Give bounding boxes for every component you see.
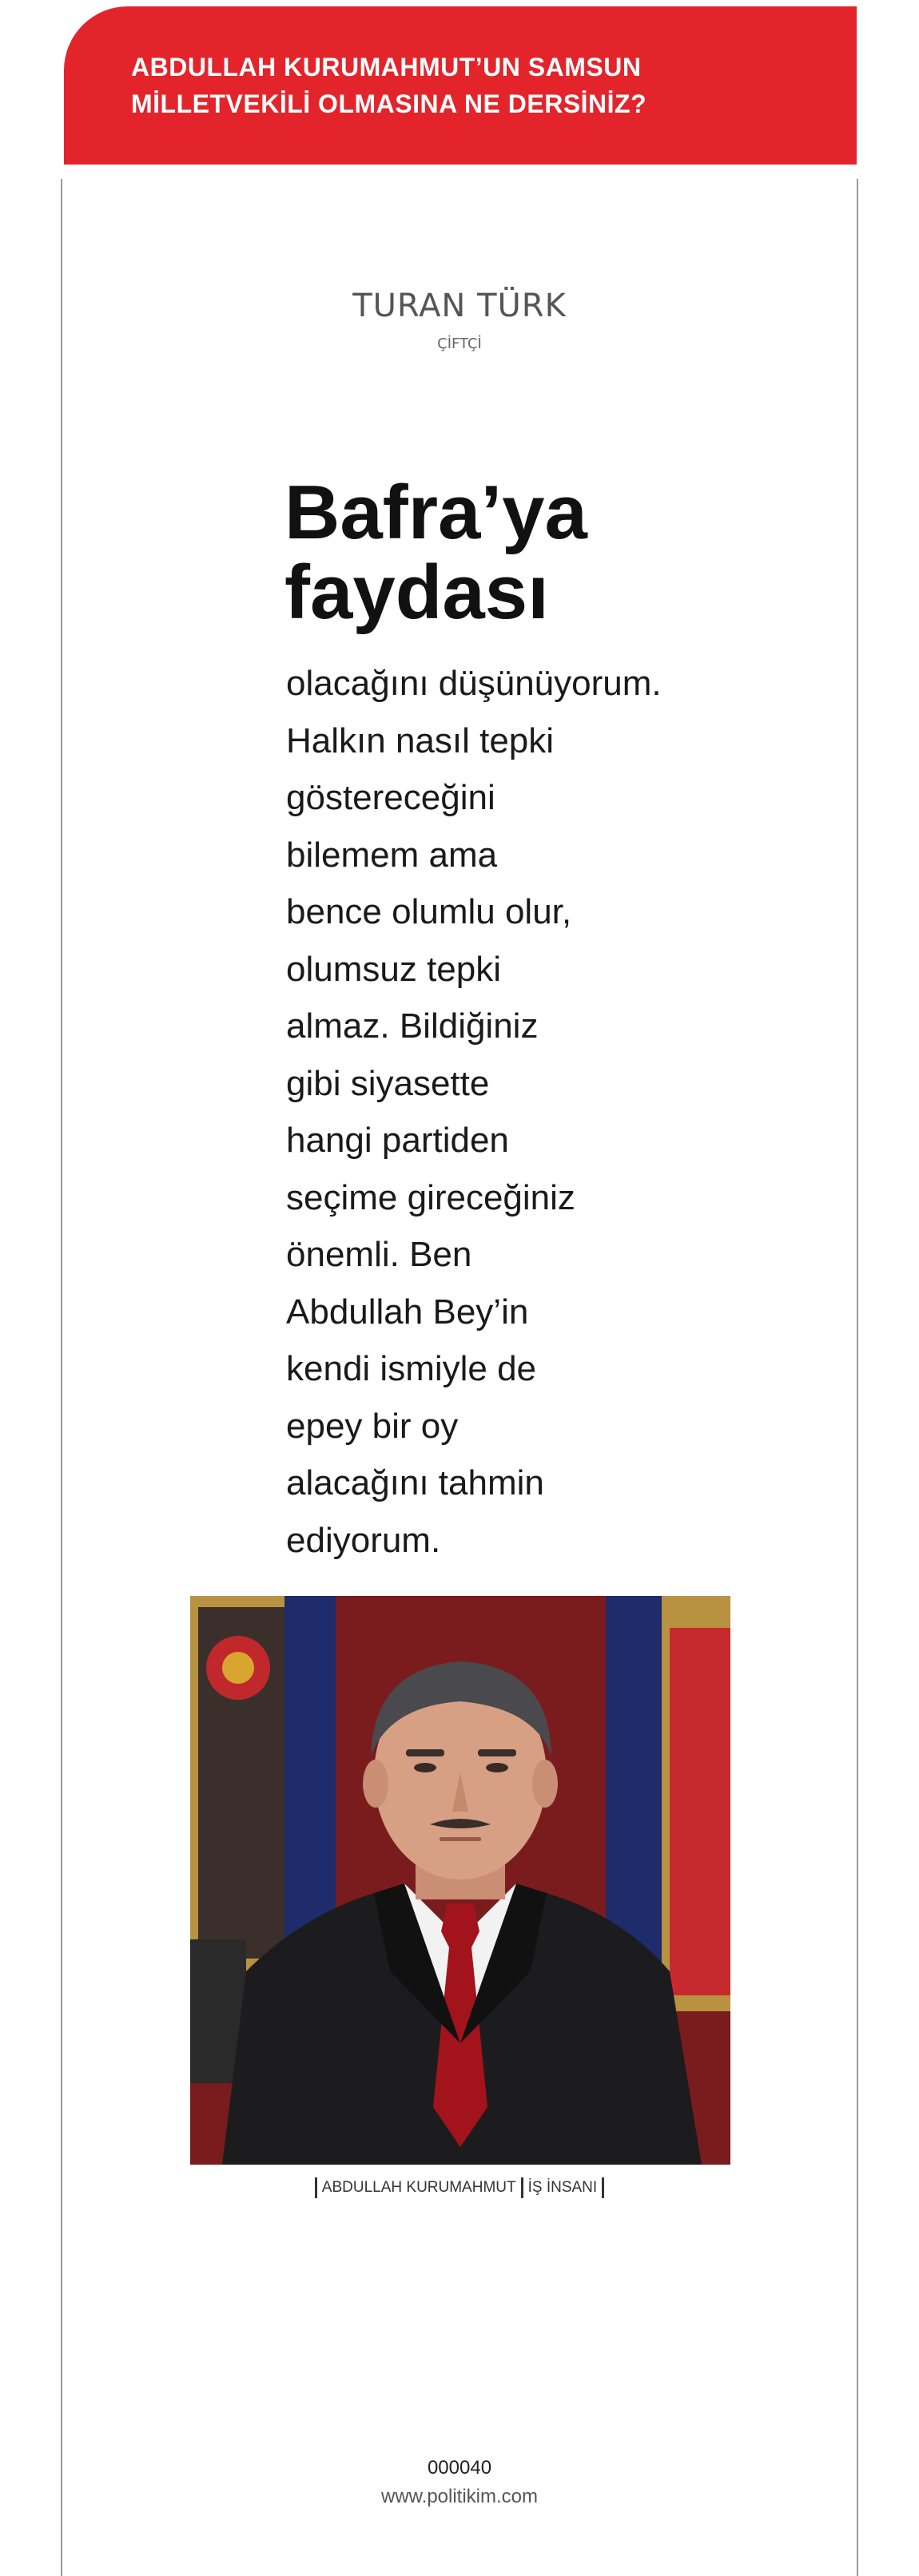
caption-separator <box>602 2177 604 2198</box>
banner-line-1: ABDULLAH KURUMAHMUT’UN SAMSUN <box>131 53 642 81</box>
right-margin-rule <box>857 179 858 2576</box>
headline-line-2: faydası <box>284 550 549 635</box>
body-line: ediyorum. <box>286 1520 441 1560</box>
quote-body <box>286 655 662 1569</box>
body-line: epey bir oy <box>286 1406 459 1446</box>
body-line: olumsuz tepki <box>286 949 502 989</box>
body-line: Halkın nasıl tepki <box>286 720 555 760</box>
body-line: olacağını düşünüyorum. <box>286 664 662 703</box>
question-banner <box>64 6 857 165</box>
body-line: seçime gireceğiniz <box>286 1177 575 1217</box>
body-line: gibi siyasette <box>286 1063 490 1103</box>
left-margin-rule <box>61 179 62 2576</box>
caption-title: İŞ İNSANI <box>527 2179 598 2197</box>
photo-caption <box>0 2177 919 2198</box>
body-line: önemli. Ben <box>286 1235 472 1274</box>
caption-separator <box>521 2177 523 2198</box>
website-link[interactable]: www.politikim.com <box>380 2486 539 2507</box>
body-line: almaz. Bildiğiniz <box>286 1006 539 1046</box>
page-number: 000040 <box>427 2457 492 2479</box>
body-line: alacağını tahmin <box>286 1463 544 1502</box>
caption-name: ABDULLAH KURUMAHMUT <box>321 2179 516 2197</box>
author-name: TURAN TÜRK <box>352 288 567 324</box>
author-role: ÇİFTÇİ <box>437 335 482 352</box>
headline-line-1: Bafra’ya <box>284 470 587 555</box>
banner-line-2: MİLLETVEKİLİ OLMASINA NE DERSİNİZ? <box>131 89 647 118</box>
portrait-photo <box>190 1596 730 2165</box>
body-line: Abdullah Bey’in <box>286 1292 529 1332</box>
body-line: hangi partiden <box>286 1121 509 1160</box>
body-line: kendi ismiyle de <box>286 1349 537 1388</box>
body-line: göstereceğini <box>286 778 495 817</box>
headline <box>284 470 587 635</box>
caption-separator <box>315 2177 317 2198</box>
body-line: bilemem ama <box>286 835 498 875</box>
body-line: bence olumlu olur, <box>286 892 572 931</box>
